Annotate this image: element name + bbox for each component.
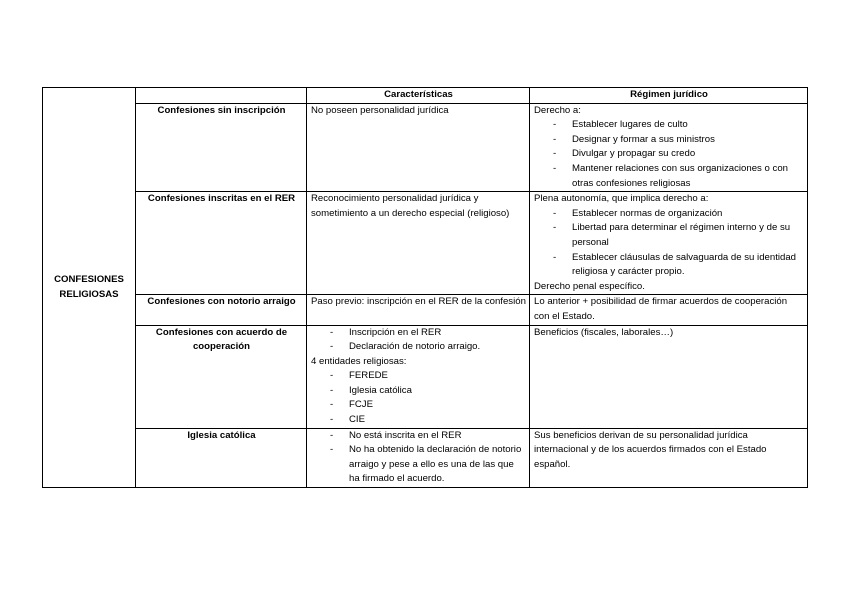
list-item: - Iglesia católica — [311, 384, 526, 399]
row-header: Iglesia católica — [136, 428, 307, 487]
col-header-regimen: Régimen jurídico — [530, 88, 808, 104]
confesiones-table — [42, 87, 808, 488]
list-item: - Establecer cláusulas de salvaguarda de su identidad religiosa y carácter propio. — [534, 251, 804, 280]
list-item: - Inscripción en el RER — [311, 326, 526, 341]
regimen-cell: Beneficios (fiscales, laborales…) — [530, 325, 808, 428]
caracteristicas-cell: No poseen personalidad jurídica — [307, 103, 530, 192]
row-header: Confesiones inscritas en el RER — [136, 192, 307, 295]
caracteristicas-cell — [307, 428, 530, 487]
regimen-cell: Lo anterior + posibilidad de firmar acuerdos de cooperación con el Estado. — [530, 295, 808, 325]
caracteristicas-cell — [307, 325, 530, 428]
caracteristicas-list — [311, 429, 526, 487]
header-row — [43, 88, 808, 104]
caracteristicas-list — [311, 326, 526, 355]
caracteristicas-cell: Reconocimiento personalidad jurídica y sometimiento a un derecho especial (religioso) — [307, 192, 530, 295]
regimen-cell — [530, 103, 808, 192]
list-item: - Establecer normas de organización — [534, 207, 804, 222]
caracteristicas-cell: Paso previo: inscripción en el RER de la confesión — [307, 295, 530, 325]
list-item: - Designar y formar a sus ministros — [534, 133, 804, 148]
regimen-intro: Derecho a: — [534, 104, 581, 116]
regimen-list — [534, 207, 804, 280]
list-item: - No ha obtenido la declaración de notorio arraigo y pese a ello es una de las que ha firmado el acuerdo. — [311, 443, 526, 487]
list-item: - FEREDE — [311, 369, 526, 384]
table-row — [43, 325, 808, 428]
table-row — [43, 295, 808, 325]
list-item: - No está inscrita en el RER — [311, 429, 526, 444]
list-item: - Libertad para determinar el régimen interno y de su personal — [534, 221, 804, 250]
regimen-intro: Plena autonomía, que implica derecho a: — [534, 193, 709, 205]
row-header: Confesiones con acuerdo de cooperación — [136, 325, 307, 428]
empty-header-cell — [136, 88, 307, 104]
regimen-cell — [530, 192, 808, 295]
table-row — [43, 103, 808, 192]
table-row — [43, 428, 808, 487]
regimen-list — [534, 118, 804, 191]
entities-list — [311, 369, 526, 427]
list-item: - Establecer lugares de culto — [534, 118, 804, 133]
row-header: Confesiones con notorio arraigo — [136, 295, 307, 325]
regimen-cell: Sus beneficios derivan de su personalidad jurídica internacional y de los acuerdos firmados con el Estado español. — [530, 428, 808, 487]
list-item: - Declaración de notorio arraigo. — [311, 340, 526, 355]
list-item: - Divulgar y propagar su credo — [534, 147, 804, 162]
row-header: Confesiones sin inscripción — [136, 103, 307, 192]
regimen-outro: Derecho penal específico. — [534, 280, 645, 292]
list-item: - FCJE — [311, 398, 526, 413]
list-item: - Mantener relaciones con sus organizaciones o con otras confesiones religiosas — [534, 162, 804, 191]
table-row — [43, 192, 808, 295]
caracteristicas-mid: 4 entidades religiosas: — [311, 355, 407, 367]
list-item: - CIE — [311, 413, 526, 428]
main-row-header: CONFESIONES RELIGIOSAS — [43, 88, 136, 488]
col-header-caracteristicas: Características — [307, 88, 530, 104]
